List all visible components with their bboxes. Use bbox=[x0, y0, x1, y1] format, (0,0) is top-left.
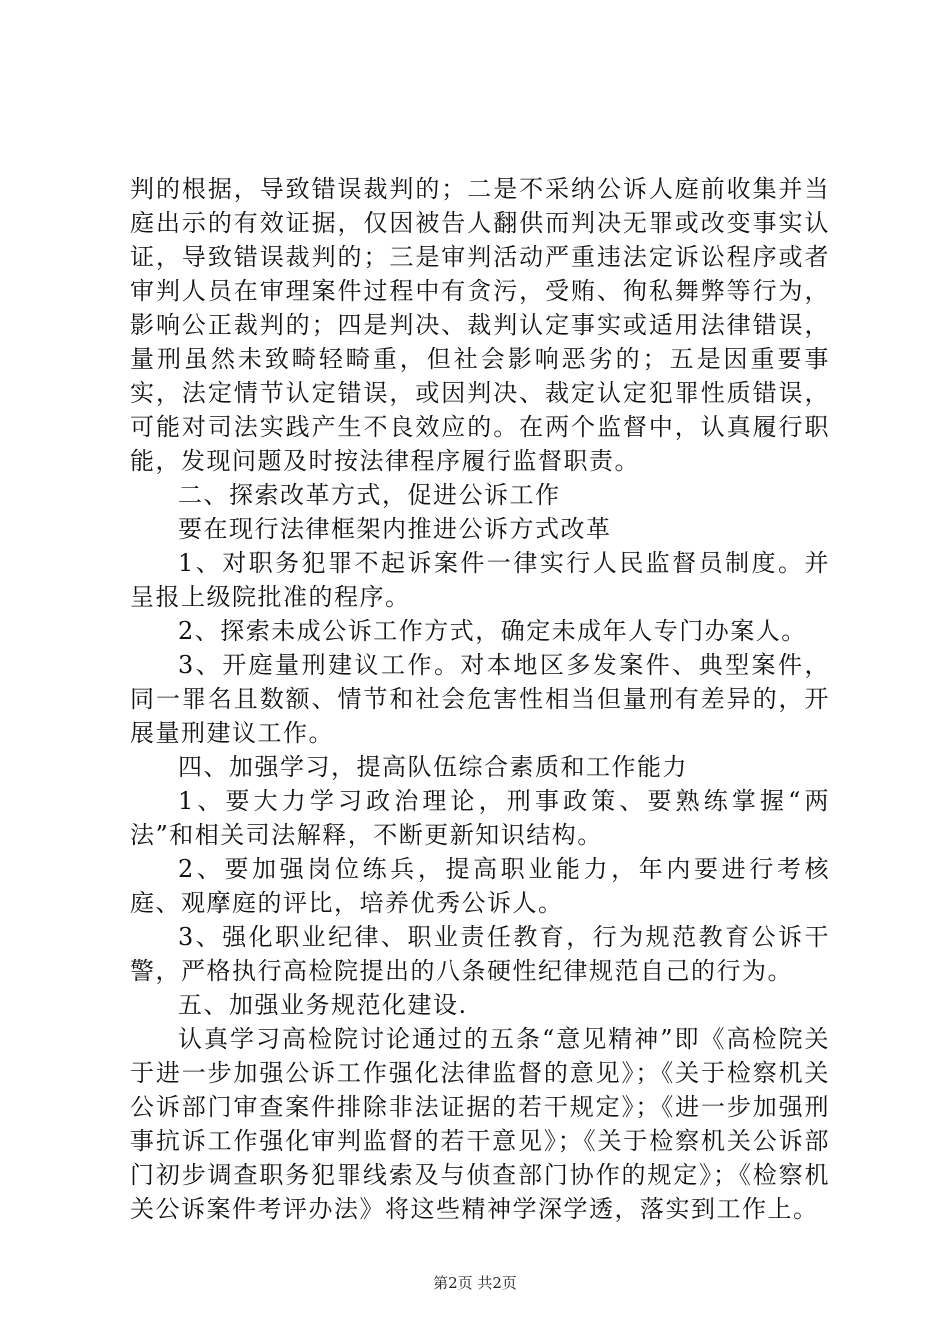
list-item: 2、要加强岗位练兵，提高职业能力，年内要进行考核庭、观摩庭的评比，培养优秀公诉人。 bbox=[130, 855, 830, 917]
paragraph-continuation: 判的根据，导致错误裁判的；二是不采纳公诉人庭前收集并当庭出示的有效证据，仅因被告人翻供而判决无罪或改变事实认证，导致错误裁判的；三是审判活动严重违法定诉讼程序或者审判人员在审理案件过程中有贪污，受贿、徇私舞弊等行为，影响公正裁判的；四是判决、裁判认定事实或适用法律错误，量刑虽然未致畸轻畸重，但社会影响恶劣的；五是因重要事实，法定情节认定错误，或因判决、裁定认定犯罪性质错误，可能对司法实践产生不良效应的。在两个监督中，认真履行职能，发现问题及时按法律程序履行监督职责。 bbox=[130, 175, 830, 475]
page-footer: 第2页 共2页 bbox=[433, 1274, 517, 1292]
list-item: 1、要大力学习政治理论，刑事政策、要熟练掌握“两法”和相关司法解释，不断更新知识结构。 bbox=[130, 787, 830, 849]
list-item: 1、对职务犯罪不起诉案件一律实行人民监督员制度。并呈报上级院批准的程序。 bbox=[130, 549, 830, 611]
section-heading-4: 四、加强学习，提高队伍综合素质和工作能力 bbox=[178, 753, 688, 781]
list-item: 3、开庭量刑建议工作。对本地区多发案件、典型案件，同一罪名且数额、情节和社会危害性相当但量刑有差异的，开展量刑建议工作。 bbox=[130, 651, 830, 747]
paragraph: 要在现行法律框架内推进公诉方式改革 bbox=[178, 515, 612, 543]
section-heading-5: 五、加强业务规范化建设. bbox=[178, 991, 468, 1019]
list-item: 2、探索未成公诉工作方式，确定未成年人专门办案人。 bbox=[178, 617, 807, 645]
section-heading-2: 二、探索改革方式，促进公诉工作 bbox=[178, 481, 561, 509]
document-body bbox=[130, 172, 830, 1226]
paragraph: 认真学习高检院讨论通过的五条“意见精神”即《高检院关于进一步加强公诉工作强化法律监督的意见》；《关于检察机关公诉部门审查案件排除非法证据的若干规定》；《进一步加强刑事抗诉工作强化审判监督的若干意见》；《关于检察机关公诉部门初步调查职务犯罪线索及与侦查部门协作的规定》；《检察机关公诉案件考评办法》将这些精神学深学透，落实到工作上。 bbox=[130, 1025, 830, 1223]
list-item: 3、强化职业纪律、职业责任教育，行为规范教育公诉干警，严格执行高检院提出的八条硬性纪律规范自己的行为。 bbox=[130, 923, 830, 985]
